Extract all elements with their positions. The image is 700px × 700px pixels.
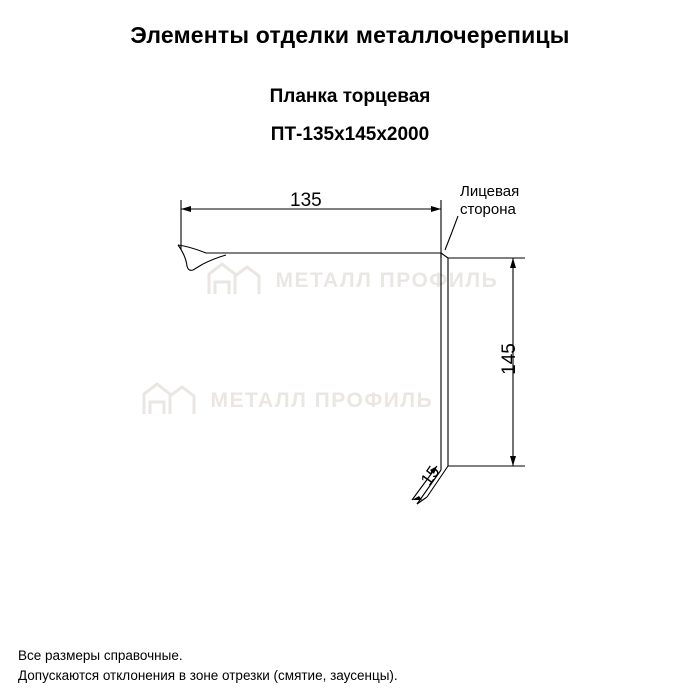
- footer-line-2: Допускаются отклонения в зоне отрезки (смятие, заусенцы).: [18, 668, 398, 683]
- product-name: Планка торцевая: [269, 86, 431, 107]
- face-side-annotation: [460, 183, 519, 219]
- watermark-text-bottom: МЕТАЛЛ ПРОФИЛЬ: [210, 388, 434, 412]
- page-title: Элементы отделки металлочерепицы: [130, 22, 570, 48]
- dimension-height-label: 145: [498, 343, 520, 375]
- dimension-width-label: 135: [290, 190, 322, 211]
- face-side-line2: сторона: [460, 201, 516, 218]
- product-code: ПТ-135х145х2000: [270, 124, 430, 145]
- footer-notes: [18, 646, 398, 686]
- dimension-lip-label: 15: [417, 462, 444, 489]
- footer-line-1: Все размеры справочные.: [18, 648, 183, 663]
- watermark-text-top: МЕТАЛЛ ПРОФИЛЬ: [275, 268, 499, 292]
- face-side-line1: Лицевая: [460, 183, 520, 200]
